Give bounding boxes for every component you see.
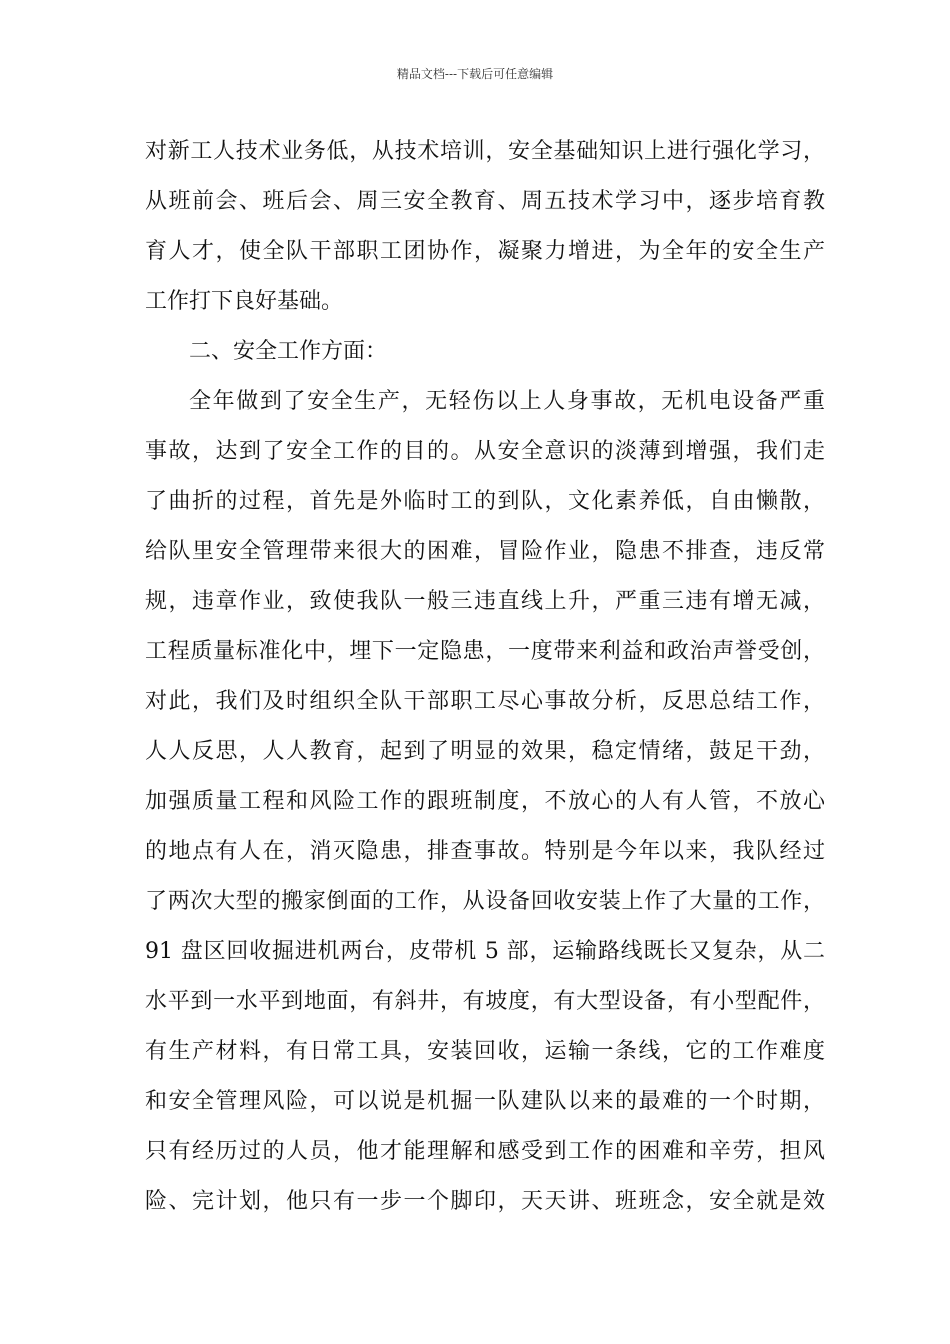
text-line: 有生产材料，有日常工具，安装回收，运输一条线，它的工作难度: [145, 1039, 825, 1064]
text-line: 人人反思，人人教育，起到了明显的效果，稳定情绪，鼓足干劲，: [145, 739, 825, 764]
text-line: 育人才，使全队干部职工团协作，凝聚力增进，为全年的安全生产: [145, 239, 825, 264]
text-line: 和安全管理风险，可以说是机掘一队建队以来的最难的一个时期，: [145, 1089, 825, 1114]
text-line: 加强质量工程和风险工作的跟班制度，不放心的人有人管，不放心: [145, 789, 825, 814]
text-line: 水平到一水平到地面，有斜井，有坡度，有大型设备，有小型配件，: [145, 989, 825, 1014]
text-line: 对新工人技术业务低，从技术培训，安全基础知识上进行强化学习，: [145, 139, 825, 164]
text-line: 对此，我们及时组织全队干部职工尽心事故分析，反思总结工作，: [145, 689, 825, 714]
text-line: 事故，达到了安全工作的目的。从安全意识的淡薄到增强，我们走: [145, 439, 825, 464]
document-body: [145, 127, 825, 1227]
text-line: 只有经历过的人员，他才能理解和感受到工作的困难和辛劳，担风: [145, 1139, 825, 1164]
text-line: 91 盘区回收掘进机两台，皮带机 5 部，运输路线既长又复杂，从二: [145, 939, 825, 964]
section-heading: 二、安全工作方面：: [189, 339, 388, 364]
page-header: 精品文档---下载后可任意编辑: [396, 67, 554, 81]
text-line: 规，违章作业，致使我队一般三违直线上升，严重三违有增无减，: [145, 589, 825, 614]
text-line: 的地点有人在，消灭隐患，排查事故。特别是今年以来，我队经过: [145, 839, 825, 864]
text-line: 险、完计划，他只有一步一个脚印，天天讲、班班念，安全就是效: [145, 1189, 825, 1214]
text-line: 了曲折的过程，首先是外临时工的到队，文化素养低，自由懒散，: [145, 489, 825, 514]
text-line: 给队里安全管理带来很大的困难，冒险作业，隐患不排查，违反常: [145, 539, 825, 564]
text-line: 全年做到了安全生产，无轻伤以上人身事故，无机电设备严重: [189, 389, 825, 414]
text-line: 了两次大型的搬家倒面的工作，从设备回收安装上作了大量的工作，: [145, 889, 825, 914]
text-line: 工作打下良好基础。: [145, 289, 344, 314]
text-line: 从班前会、班后会、周三安全教育、周五技术学习中，逐步培育教: [145, 189, 825, 214]
text-line: 工程质量标准化中，埋下一定隐患，一度带来利益和政治声誉受创，: [145, 639, 825, 664]
